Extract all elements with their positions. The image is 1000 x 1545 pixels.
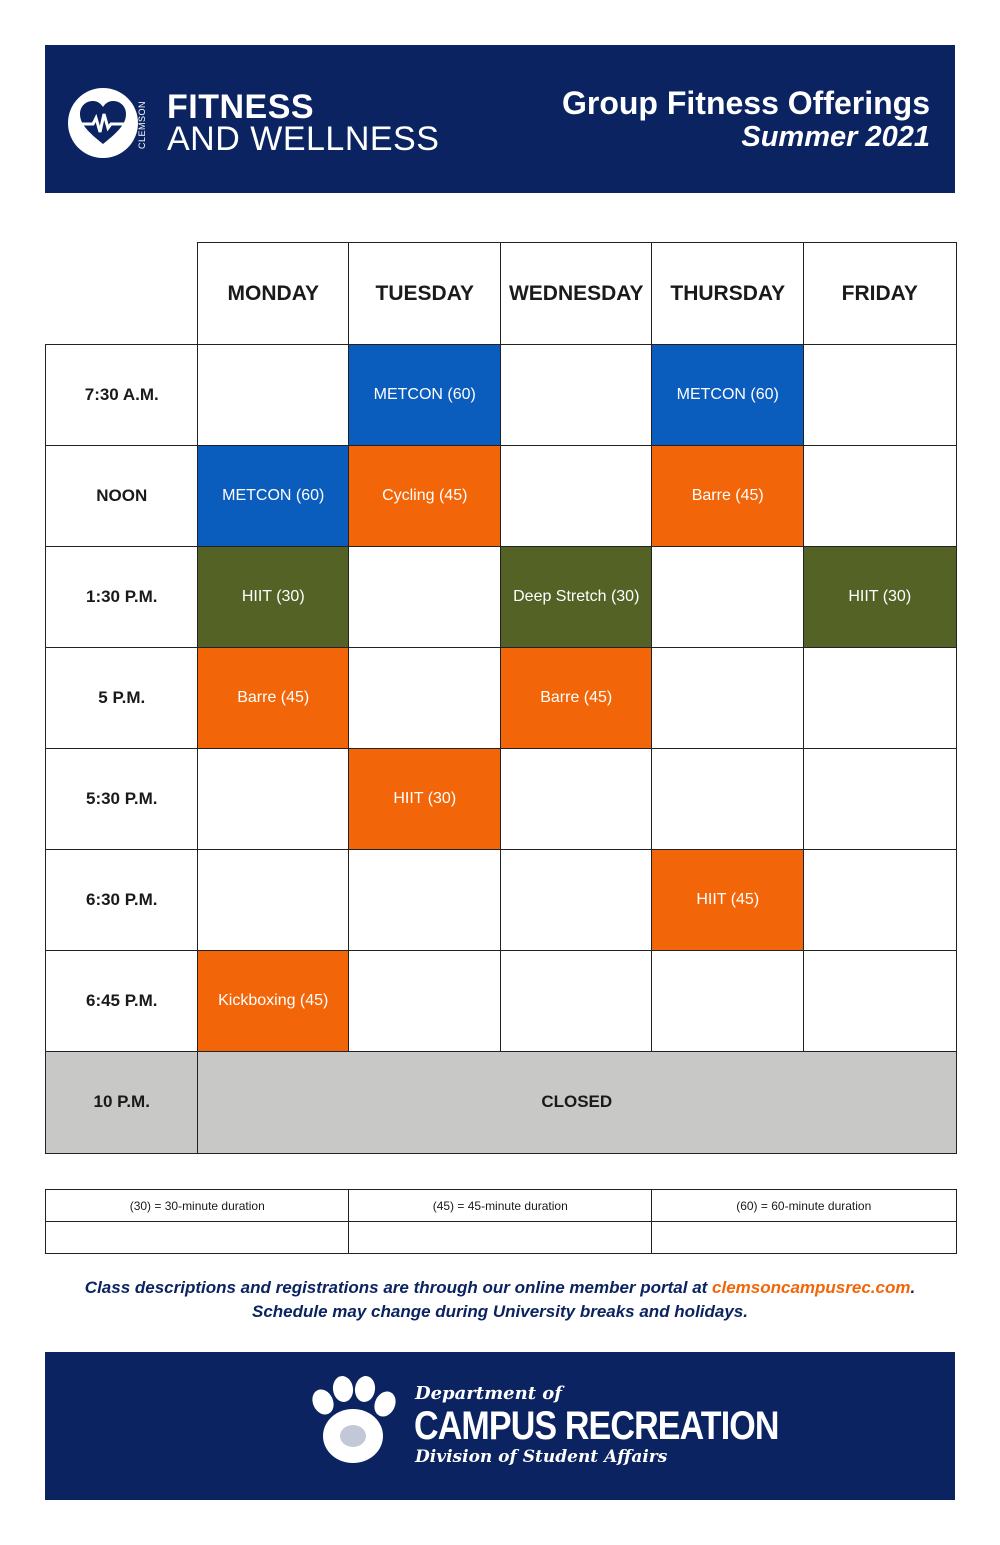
division-label: Division of Student Affairs xyxy=(415,1447,668,1467)
class-cell: Barre (45) xyxy=(197,647,350,750)
closed-cell: CLOSED xyxy=(197,1051,957,1154)
class-cell: METCON (60) xyxy=(197,445,350,548)
empty-cell xyxy=(197,344,350,447)
dept-of-label: Department of xyxy=(415,1383,563,1404)
class-cell: HIIT (45) xyxy=(651,849,805,952)
duration-legend-item: (45) = 45-minute duration xyxy=(348,1189,653,1222)
time-label: 6:30 P.M. xyxy=(45,849,199,952)
class-cell: Barre (45) xyxy=(651,445,805,548)
heart-logo-icon xyxy=(68,88,138,158)
empty-cell xyxy=(500,950,653,1053)
empty-cell xyxy=(803,344,957,447)
class-cell: Barre (45) xyxy=(500,647,653,750)
location-legend-item: FUNCTIONAL TRAINING SPACE xyxy=(348,1221,653,1254)
empty-cell xyxy=(651,950,805,1053)
empty-cell xyxy=(197,849,350,952)
time-label: NOON xyxy=(45,445,199,548)
empty-cell xyxy=(803,445,957,548)
empty-cell xyxy=(348,950,502,1053)
time-label: 1:30 P.M. xyxy=(45,546,199,649)
empty-cell xyxy=(803,647,957,750)
day-header-monday: MONDAY xyxy=(197,242,350,346)
empty-cell xyxy=(500,748,653,851)
time-label: 7:30 A.M. xyxy=(45,344,199,447)
empty-cell xyxy=(500,849,653,952)
time-label: 6:45 P.M. xyxy=(45,950,199,1053)
duration-legend-item: (60) = 60-minute duration xyxy=(651,1189,957,1222)
location-legend-item: FIKE UPPER FITNESS xyxy=(651,1221,957,1254)
class-cell: HIIT (30) xyxy=(348,748,502,851)
brand-clemson: CLEMSON xyxy=(137,101,147,150)
class-cell: Deep Stretch (30) xyxy=(500,546,653,649)
notice-suffix: . xyxy=(910,1278,916,1297)
empty-cell xyxy=(803,748,957,851)
brand-fitness: FITNESS xyxy=(167,88,315,126)
portal-link[interactable]: clemsoncampusrec.com xyxy=(712,1278,911,1297)
brand-wellness: AND WELLNESS xyxy=(167,120,440,158)
empty-cell xyxy=(348,546,502,649)
class-cell: METCON (60) xyxy=(651,344,805,447)
time-label: 5 P.M. xyxy=(45,647,199,750)
time-label: 10 P.M. xyxy=(45,1051,199,1154)
notice-text: Class descriptions and registrations are through our online member portal at xyxy=(84,1278,713,1297)
class-cell: HIIT (30) xyxy=(803,546,957,649)
empty-cell xyxy=(500,344,653,447)
empty-cell xyxy=(803,950,957,1053)
tiger-paw-icon xyxy=(303,1372,403,1472)
page-title: Group Fitness Offerings xyxy=(561,85,930,121)
page-subtitle: Summer 2021 xyxy=(741,121,930,153)
empty-cell xyxy=(803,849,957,952)
empty-cell xyxy=(651,748,805,851)
day-header-tuesday: TUESDAY xyxy=(348,242,502,346)
empty-cell xyxy=(348,849,502,952)
empty-cell xyxy=(651,546,805,649)
duration-legend-item: (30) = 30-minute duration xyxy=(45,1189,350,1222)
empty-cell xyxy=(500,445,653,548)
campus-recreation-label: CAMPUS RECREATION xyxy=(414,1404,779,1448)
class-cell: Cycling (45) xyxy=(348,445,502,548)
empty-cell xyxy=(197,748,350,851)
location-legend-item: INSTAGRAM xyxy=(45,1221,350,1254)
notice-line-2: Schedule may change during University breaks and holidays. xyxy=(252,1302,748,1321)
class-cell: HIIT (30) xyxy=(197,546,350,649)
time-label: 5:30 P.M. xyxy=(45,748,199,851)
day-header-friday: FRIDAY xyxy=(803,242,957,346)
day-header-wednesday: WEDNESDAY xyxy=(500,242,653,346)
class-cell: Kickboxing (45) xyxy=(197,950,350,1053)
empty-cell xyxy=(348,647,502,750)
notice-line-1 xyxy=(45,1278,955,1298)
day-header-thursday: THURSDAY xyxy=(651,242,805,346)
class-cell: METCON (60) xyxy=(348,344,502,447)
empty-cell xyxy=(651,647,805,750)
